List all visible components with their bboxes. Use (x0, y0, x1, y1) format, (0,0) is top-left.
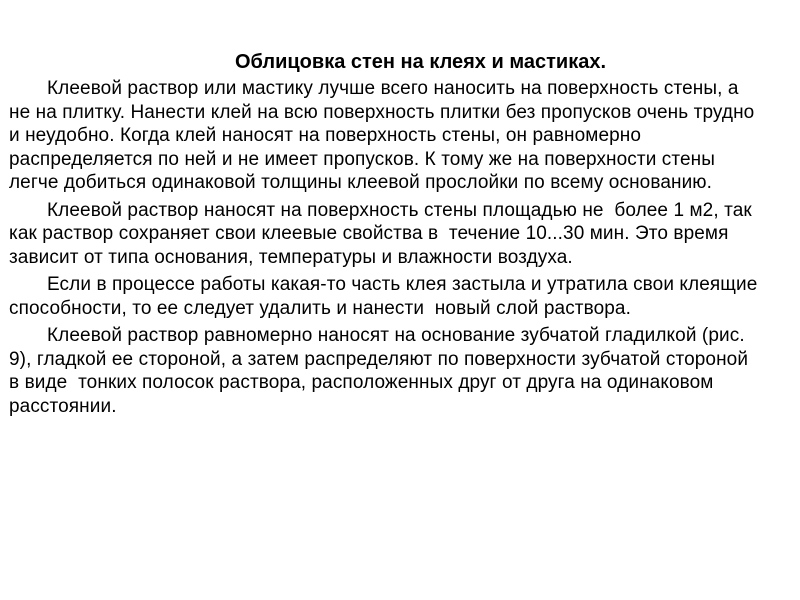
paragraph (9, 199, 792, 270)
text-line: расстоянии. (9, 395, 117, 417)
text-line: Клеевой раствор равномерно наносят на основание зубчатой гладилкой (рис. (47, 325, 745, 346)
text-line: в виде тонких полосок раствора, расположенных друг от друга на одинаковом (9, 372, 714, 393)
document-title: Облицовка стен на клеях и мастиках. (234, 51, 607, 73)
text-line: способности, то ее следует удалить и нанести новый слой раствора. (9, 297, 631, 319)
text-line: легче добиться одинаковой толщины клеевой прослойки по всему основанию. (9, 172, 713, 193)
paragraph (9, 77, 792, 195)
document-body (9, 77, 792, 418)
text-line: не на плитку. Нанести клей на всю поверхность плитки без пропусков очень трудно (9, 101, 755, 123)
text-line: Клеевой раствор или мастику лучше всего наносить на поверхность стены, а (47, 78, 739, 99)
text-line: Если в процессе работы какая-то часть клея застыла и утратила свои клеящие (47, 274, 758, 295)
text-line: распределяется по ней и не имеет пропусков. К тому же на поверхности стены (9, 148, 716, 170)
text-line: Клеевой раствор наносят на поверхность стены площадью не более 1 м2, так (47, 199, 752, 221)
text-line: зависит от типа основания, температуры и влажности воздуха. (9, 246, 573, 268)
paragraph (9, 273, 792, 320)
text-line: как раствор сохраняет свои клеевые свойства в течение 10...30 мин. Это время (9, 223, 729, 244)
text-line: 9), гладкой ее стороной, а затем распределяют по поверхности зубчатой стороной (9, 348, 749, 370)
text-line: и неудобно. Когда клей наносят на поверхность стены, он равномерно (9, 125, 642, 146)
paragraph (9, 324, 792, 418)
